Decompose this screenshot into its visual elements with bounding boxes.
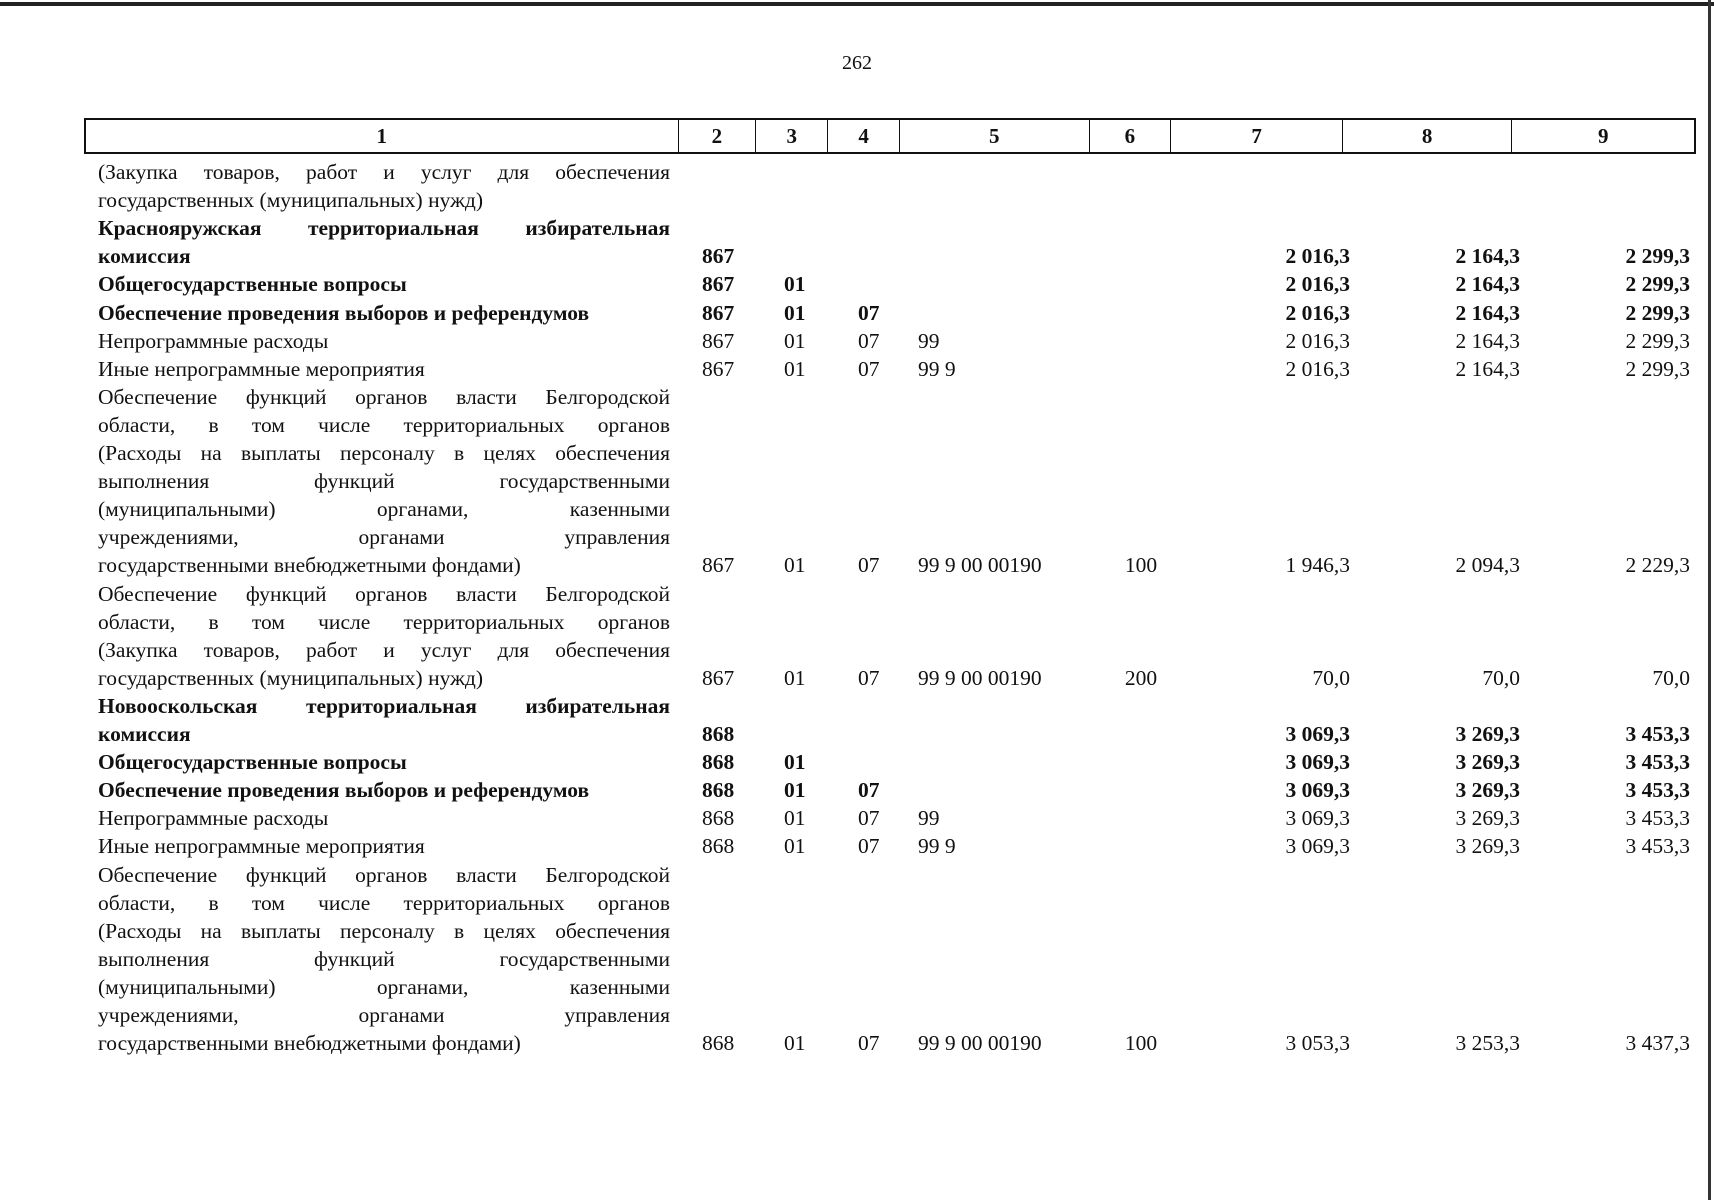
- cell-section-code: 01: [784, 328, 806, 353]
- cell-subsection-code: 07: [858, 778, 880, 803]
- description-line: (муниципальными) органами, казенными: [98, 497, 670, 522]
- cell-target-article: 99 9: [918, 356, 956, 381]
- cell-target-article: 99 9 00 00190: [918, 553, 1042, 578]
- cell-amount-year-1: 3 069,3: [1285, 806, 1350, 831]
- header-col-2: 2: [679, 120, 757, 152]
- description-line: Непрограммные расходы: [98, 806, 329, 831]
- cell-amount-year-2: 2 164,3: [1455, 328, 1520, 353]
- cell-amount-year-1: 70,0: [1312, 665, 1350, 690]
- cell-subsection-code: 07: [858, 300, 880, 325]
- header-col-5: 5: [900, 120, 1090, 152]
- cell-amount-year-2: 2 164,3: [1455, 356, 1520, 381]
- description-line: учреждениями, органами управления: [98, 525, 670, 550]
- cell-amount-year-3: 2 299,3: [1625, 272, 1690, 297]
- description-line: выполнения функций государственными: [98, 469, 670, 494]
- cell-section-code: 01: [784, 665, 806, 690]
- cell-section-code: 01: [784, 806, 806, 831]
- cell-gr-code: 868: [702, 1031, 735, 1056]
- description-line: Общегосударственные вопросы: [98, 272, 407, 297]
- cell-expense-type: 100: [1124, 1031, 1158, 1056]
- header-col-1: 1: [86, 120, 679, 152]
- description-line: Иные непрограммные мероприятия: [98, 834, 425, 859]
- cell-amount-year-2: 3 269,3: [1455, 834, 1520, 859]
- cell-section-code: 01: [784, 356, 806, 381]
- cell-subsection-code: 07: [858, 356, 880, 381]
- cell-amount-year-3: 2 299,3: [1625, 300, 1690, 325]
- header-col-6: 6: [1090, 120, 1172, 152]
- cell-section-code: 01: [784, 300, 806, 325]
- description-line: комиссия: [98, 722, 191, 746]
- cell-gr-code: 867: [702, 244, 735, 269]
- description-line: Краснояружская территориальная избирательная: [98, 216, 670, 241]
- header-col-9: 9: [1597, 123, 1609, 148]
- description-line: учреждениями, органами управления: [98, 1003, 670, 1027]
- cell-amount-year-3: 3 453,3: [1625, 806, 1690, 831]
- cell-amount-year-1: 3 069,3: [1285, 750, 1350, 775]
- description-line: выполнения функций государственными: [98, 946, 670, 971]
- cell-amount-year-2: 3 269,3: [1455, 750, 1520, 775]
- description-line: Обеспечение проведения выборов и референдумов: [98, 300, 590, 325]
- cell-amount-year-1: 2 016,3: [1285, 244, 1350, 269]
- cell-amount-year-3: 3 437,3: [1625, 1031, 1690, 1056]
- cell-amount-year-2: 3 269,3: [1455, 722, 1520, 746]
- cell-gr-code: 867: [702, 553, 735, 578]
- cell-section-code: 01: [784, 834, 806, 859]
- description-line: Новооскольская территориальная избирательная: [98, 693, 670, 718]
- description-line: Непрограммные расходы: [98, 328, 329, 353]
- cell-amount-year-2: 2 164,3: [1455, 244, 1520, 269]
- cell-amount-year-3: 2 299,3: [1625, 328, 1690, 353]
- cell-amount-year-2: 2 164,3: [1455, 272, 1520, 297]
- cell-expense-type: 100: [1124, 553, 1158, 578]
- cell-subsection-code: 07: [858, 834, 880, 859]
- description-line: (Расходы на выплаты персоналу в целях обеспечения: [98, 441, 670, 465]
- cell-gr-code: 868: [702, 722, 735, 746]
- cell-subsection-code: 07: [858, 328, 880, 353]
- description-line: (Закупка товаров, работ и услуг для обеспечения: [98, 637, 670, 662]
- description-line: комиссия: [98, 244, 191, 269]
- cell-amount-year-2: 2 094,3: [1455, 553, 1520, 578]
- cell-amount-year-2: 3 269,3: [1455, 778, 1520, 803]
- description-line: области, в том числе территориальных органов: [98, 609, 670, 634]
- description-line: области, в том числе территориальных органов: [98, 890, 670, 915]
- cell-section-code: 01: [784, 778, 806, 803]
- header-col-4: 4: [828, 120, 900, 152]
- cell-gr-code: 868: [702, 806, 735, 831]
- cell-target-article: 99: [918, 328, 940, 353]
- cell-gr-code: 867: [702, 300, 735, 325]
- cell-amount-year-1: 2 016,3: [1285, 356, 1350, 381]
- cell-gr-code: 867: [702, 356, 735, 381]
- cell-gr-code: 868: [702, 778, 735, 803]
- description-line: Обеспечение функций органов власти Белгородской: [98, 862, 670, 887]
- cell-gr-code: 868: [702, 750, 735, 775]
- cell-amount-year-1: 1 946,3: [1285, 553, 1350, 578]
- description-line: Иные непрограммные мероприятия: [98, 356, 425, 381]
- header-col-7: 7: [1171, 120, 1343, 152]
- description-line: области, в том числе территориальных органов: [98, 412, 670, 437]
- cell-subsection-code: 07: [858, 1031, 880, 1056]
- cell-amount-year-1: 3 069,3: [1285, 778, 1350, 803]
- header-col-3: 3: [756, 120, 828, 152]
- cell-subsection-code: 07: [858, 665, 880, 690]
- description-line: (Закупка товаров, работ и услуг для обеспечения: [98, 160, 670, 184]
- cell-amount-year-3: 2 229,3: [1625, 553, 1690, 578]
- cell-amount-year-3: 3 453,3: [1625, 750, 1690, 775]
- description-line: государственных (муниципальных) нужд): [98, 665, 484, 690]
- cell-amount-year-3: 3 453,3: [1625, 834, 1690, 859]
- description-line: Обеспечение функций органов власти Белгородской: [98, 384, 670, 409]
- cell-subsection-code: 07: [858, 553, 880, 578]
- description-line: Общегосударственные вопросы: [98, 750, 407, 775]
- description-line: Обеспечение проведения выборов и референдумов: [98, 778, 590, 803]
- cell-amount-year-3: 2 299,3: [1625, 244, 1690, 269]
- page-number: 262: [842, 52, 872, 74]
- description-line: государственными внебюджетными фондами): [98, 1031, 521, 1056]
- cell-amount-year-1: 2 016,3: [1285, 300, 1350, 325]
- cell-gr-code: 868: [702, 834, 735, 859]
- description-line: государственных (муниципальных) нужд): [98, 188, 484, 213]
- cell-amount-year-2: 2 164,3: [1455, 300, 1520, 325]
- cell-subsection-code: 07: [858, 806, 880, 831]
- cell-target-article: 99 9 00 00190: [918, 665, 1042, 690]
- cell-amount-year-1: 2 016,3: [1285, 328, 1350, 353]
- description-line: Обеспечение функций органов власти Белгородской: [98, 581, 670, 606]
- cell-section-code: 01: [784, 1031, 806, 1056]
- cell-target-article: 99 9 00 00190: [918, 1031, 1042, 1056]
- cell-section-code: 01: [784, 553, 806, 578]
- cell-amount-year-1: 2 016,3: [1285, 272, 1350, 297]
- cell-target-article: 99: [918, 806, 940, 831]
- cell-gr-code: 867: [702, 328, 735, 353]
- cell-amount-year-1: 3 069,3: [1285, 722, 1350, 746]
- cell-amount-year-3: 2 299,3: [1625, 356, 1690, 381]
- cell-section-code: 01: [784, 272, 806, 297]
- cell-gr-code: 867: [702, 272, 735, 297]
- cell-amount-year-1: 3 053,3: [1285, 1031, 1350, 1056]
- cell-amount-year-2: 70,0: [1482, 665, 1520, 690]
- cell-amount-year-3: 3 453,3: [1625, 778, 1690, 803]
- cell-amount-year-1: 3 069,3: [1285, 834, 1350, 859]
- description-line: государственными внебюджетными фондами): [98, 553, 521, 578]
- description-line: (Расходы на выплаты персоналу в целях обеспечения: [98, 918, 670, 943]
- header-col-8: 8: [1343, 120, 1513, 152]
- cell-target-article: 99 9: [918, 834, 956, 859]
- cell-amount-year-3: 3 453,3: [1625, 722, 1690, 746]
- description-line: (муниципальными) органами, казенными: [98, 974, 670, 999]
- cell-gr-code: 867: [702, 665, 735, 690]
- cell-section-code: 01: [784, 750, 806, 775]
- cell-amount-year-2: 3 269,3: [1455, 806, 1520, 831]
- cell-expense-type: 200: [1124, 665, 1158, 690]
- cell-amount-year-2: 3 253,3: [1455, 1031, 1520, 1056]
- cell-amount-year-3: 70,0: [1652, 665, 1690, 690]
